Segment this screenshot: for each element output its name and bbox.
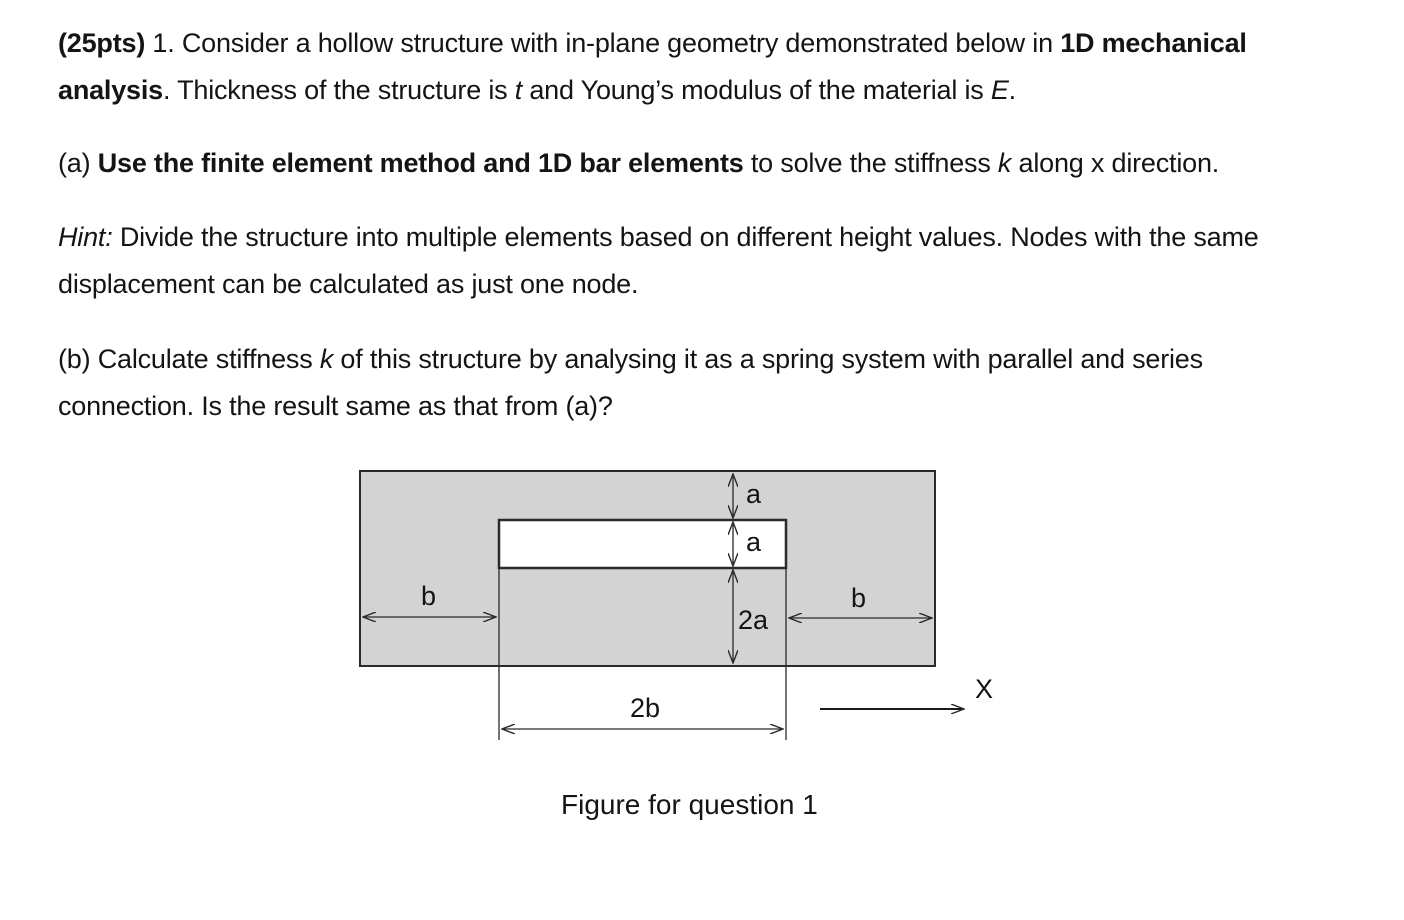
- figure-caption: Figure for question 1: [561, 789, 818, 820]
- intro-bold-text: 1D mechanical analysis: [58, 28, 1247, 105]
- intro-text-3: and Young’s modulus of the material is: [522, 75, 991, 105]
- label-top-a: a: [746, 479, 762, 509]
- part-b-text: (b) Calculate stiffness: [58, 344, 320, 374]
- label-hole-a: a: [746, 527, 762, 557]
- stiffness-symbol: k: [997, 148, 1012, 178]
- part-b-text-2: of this structure by analysing it as a spring system with parallel and series connection. Is the result same as that from (a)?: [58, 344, 1203, 421]
- label-left-b: b: [421, 581, 437, 611]
- stiffness-symbol: k: [319, 344, 334, 374]
- axis-label-x: X: [975, 674, 994, 704]
- part-a-text: to solve the stiffness: [743, 148, 998, 178]
- modulus-symbol: E: [990, 75, 1009, 105]
- hint-label: Hint:: [58, 222, 113, 252]
- intro-text: Consider a hollow structure with in-plane geometry demonstrated below in: [174, 28, 1061, 58]
- label-right-b: b: [851, 583, 867, 613]
- part-a-text-2: along x direction.: [1011, 148, 1220, 178]
- hint-text: Divide the structure into multiple elements based on different height values. Nodes with the same displacement can be calculated as just one node.: [58, 222, 1259, 299]
- points-label: (25pts): [58, 28, 146, 58]
- thickness-symbol: t: [514, 75, 523, 105]
- part-a-bold-text: Use the finite element method and 1D bar elements: [97, 148, 744, 178]
- part-a-label: (a): [58, 148, 98, 178]
- label-bottom-2a: 2a: [738, 605, 769, 635]
- question-number: 1.: [145, 28, 175, 58]
- intro-text-2: . Thickness of the structure is: [162, 75, 515, 105]
- label-hole-2b: 2b: [630, 693, 661, 723]
- hollow-cavity: [499, 520, 786, 568]
- intro-text-4: .: [1008, 75, 1016, 105]
